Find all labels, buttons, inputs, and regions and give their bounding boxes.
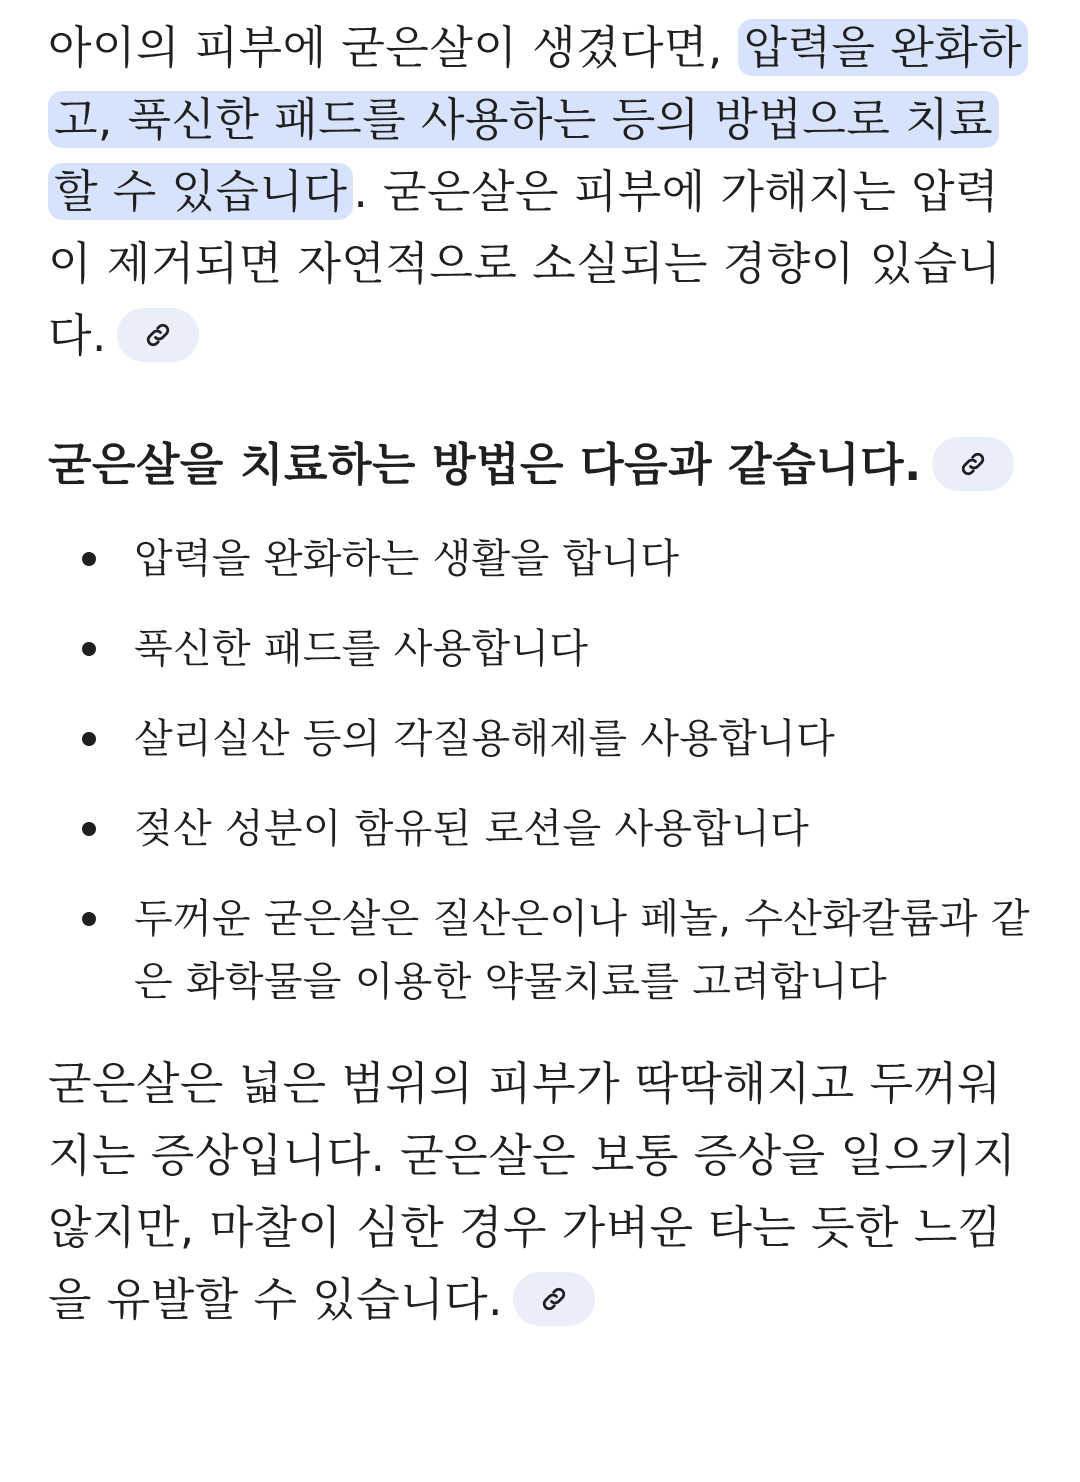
list-item-text: 압력을 완화하는 생활을 합니다 — [134, 536, 680, 582]
intro-text-after: . 굳은살은 피부에 가해지는 압력이 제거되면 자연적으로 소실되는 경향이 있습니다. — [48, 165, 1002, 362]
link-icon — [958, 449, 988, 479]
bullet-icon — [82, 912, 96, 926]
list-item-text: 푹신한 패드를 사용합니다 — [134, 626, 589, 672]
highlighted-text[interactable]: 압력을 완화하고, 푹신한 패드를 사용하는 등의 방법으로 치료할 수 있습니다 — [48, 19, 1028, 220]
list-item — [48, 528, 1032, 591]
intro-paragraph — [48, 12, 1032, 372]
list-item — [48, 618, 1032, 681]
list-item-text: 두꺼운 굳은살은 질산은이나 페놀, 수산화칼륨과 같은 화학물을 이용한 약물치료를 고려합니다 — [134, 896, 1030, 1005]
bullet-icon — [82, 732, 96, 746]
list-item-text: 젖산 성분이 함유된 로션을 사용합니다 — [134, 806, 810, 852]
list-item — [48, 798, 1032, 861]
source-link-button[interactable] — [513, 1272, 595, 1326]
treatment-list — [48, 528, 1032, 1014]
closing-text: 굳은살은 넓은 범위의 피부가 딱딱해지고 두꺼워지는 증상입니다. 굳은살은 보통 증상을 일으키지 않지만, 마찰이 심한 경우 가벼운 타는 듯한 느낌을 유발할 수 있습니다. — [48, 1057, 1017, 1326]
link-icon — [143, 320, 173, 350]
bullet-icon — [82, 642, 96, 656]
source-link-button[interactable] — [117, 308, 199, 362]
section-heading-text: 굳은살을 치료하는 방법은 다음과 같습니다. — [48, 438, 922, 491]
list-item — [48, 888, 1032, 1014]
list-item-text: 살리실산 등의 각질용해제를 사용합니다 — [134, 716, 836, 762]
closing-paragraph — [48, 1048, 1032, 1336]
intro-text-before: 아이의 피부에 굳은살이 생겼다면, — [48, 21, 738, 74]
section-heading — [48, 426, 1032, 504]
bullet-icon — [82, 552, 96, 566]
link-icon — [539, 1284, 569, 1314]
bullet-icon — [82, 822, 96, 836]
list-item — [48, 708, 1032, 771]
source-link-button[interactable] — [932, 437, 1014, 491]
